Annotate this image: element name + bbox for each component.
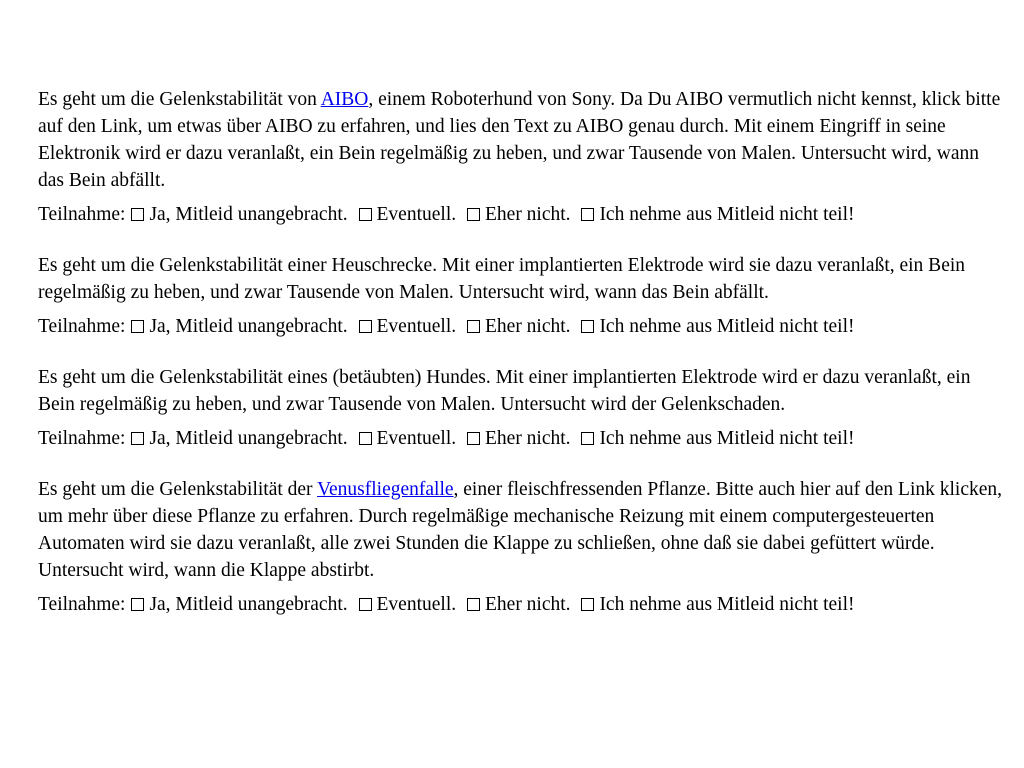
option-maybe-label: Eventuell. [376,594,457,615]
option-yes[interactable] [131,204,347,225]
scenario-text [38,86,1004,194]
option-rather-not[interactable] [467,204,571,225]
participation-row [38,591,1004,618]
option-rather-not[interactable] [467,316,571,337]
checkbox-yes[interactable] [131,432,144,445]
option-no-label: Ich nehme aus Mitleid nicht teil! [599,428,855,449]
option-yes[interactable] [131,316,347,337]
option-no[interactable] [581,428,854,449]
participation-label: Teilnahme: [38,316,126,337]
option-maybe[interactable] [359,316,457,337]
option-yes-label: Ja, Mitleid unangebracht. [149,316,348,337]
option-yes-label: Ja, Mitleid unangebracht. [149,594,348,615]
scenario-text-before: Es geht um die Gelenkstabilität der [38,479,318,500]
participation-row [38,425,1004,452]
participation-label: Teilnahme: [38,594,126,615]
checkbox-maybe[interactable] [359,208,372,221]
option-maybe-label: Eventuell. [376,428,457,449]
option-no-label: Ich nehme aus Mitleid nicht teil! [599,316,855,337]
option-maybe-label: Eventuell. [376,204,457,225]
option-maybe[interactable] [359,594,457,615]
option-rather-not-label: Eher nicht. [485,316,571,337]
checkbox-maybe[interactable] [359,432,372,445]
option-no[interactable] [581,316,854,337]
scenario-text-after: , einem Roboterhund von Sony. Da Du AIBO vermutlich nicht kennst, klick bitte auf den Link, um etwas über AIBO zu erfahren, und lies den Text zu AIBO genau durch. Mit einem Eingriff in seine Elektronik wird er dazu veranlaßt, ein Bein regelmäßig zu heben, und zwar Tausende von Malen. Untersucht wird, wann das Bein abfällt. [38,89,1001,191]
checkbox-yes[interactable] [131,320,144,333]
option-rather-not-label: Eher nicht. [485,204,571,225]
option-rather-not[interactable] [467,428,571,449]
scenario-dog [38,364,1004,452]
option-no-label: Ich nehme aus Mitleid nicht teil! [599,204,855,225]
checkbox-no[interactable] [581,432,594,445]
option-rather-not-label: Eher nicht. [485,594,571,615]
checkbox-no[interactable] [581,320,594,333]
checkbox-yes[interactable] [131,208,144,221]
scenario-text: Es geht um die Gelenkstabilität einer Heuschrecke. Mit einer implantierten Elektrode wird sie dazu veranlaßt, ein Bein regelmäßig zu heben, und zwar Tausende von Malen. Untersucht wird, wann das Bein abfällt. [38,255,966,303]
checkbox-rather-not[interactable] [467,208,480,221]
checkbox-no[interactable] [581,208,594,221]
scenario-text-after: , einer fleischfressenden Pflanze. Bitte auch hier auf den Link klicken, um mehr über diese Pflanze zu erfahren. Durch regelmäßige mechanische Reizung mit einem computergesteuerten Automaten wird sie dazu veranlaßt, alle zwei Stunden die Klappe zu schließen, ohne daß sie dabei gefüttert würde. Untersucht wird, wann die Klappe abstirbt. [38,479,1003,581]
checkbox-maybe[interactable] [359,598,372,611]
option-no[interactable] [581,204,854,225]
scenario-text: Es geht um die Gelenkstabilität eines (betäubten) Hundes. Mit einer implantierten Elektrode wird er dazu veranlaßt, ein Bein regelmäßig zu heben, und zwar Tausende von Malen. Untersucht wird der Gelenkschaden. [38,367,971,415]
scenario-aibo [38,86,1004,228]
option-maybe[interactable] [359,204,457,225]
option-yes[interactable] [131,594,347,615]
participation-label: Teilnahme: [38,428,126,449]
option-maybe-label: Eventuell. [376,316,457,337]
venus-flytrap-link[interactable]: Venusfliegenfalle [317,479,454,500]
option-no-label: Ich nehme aus Mitleid nicht teil! [599,594,855,615]
scenario-text-before: Es geht um die Gelenkstabilität von [38,89,321,110]
scenario-venus-flytrap [38,476,1004,618]
option-no[interactable] [581,594,854,615]
scenario-grasshopper [38,252,1004,340]
option-yes-label: Ja, Mitleid unangebracht. [149,204,348,225]
checkbox-rather-not[interactable] [467,598,480,611]
option-yes-label: Ja, Mitleid unangebracht. [149,428,348,449]
checkbox-rather-not[interactable] [467,432,480,445]
participation-label: Teilnahme: [38,204,126,225]
checkbox-no[interactable] [581,598,594,611]
option-maybe[interactable] [359,428,457,449]
scenario-text [38,476,1004,584]
participation-row [38,313,1004,340]
participation-row [38,201,1004,228]
checkbox-maybe[interactable] [359,320,372,333]
aibo-link[interactable]: AIBO [320,89,369,110]
checkbox-rather-not[interactable] [467,320,480,333]
option-rather-not[interactable] [467,594,571,615]
option-rather-not-label: Eher nicht. [485,428,571,449]
checkbox-yes[interactable] [131,598,144,611]
option-yes[interactable] [131,428,347,449]
